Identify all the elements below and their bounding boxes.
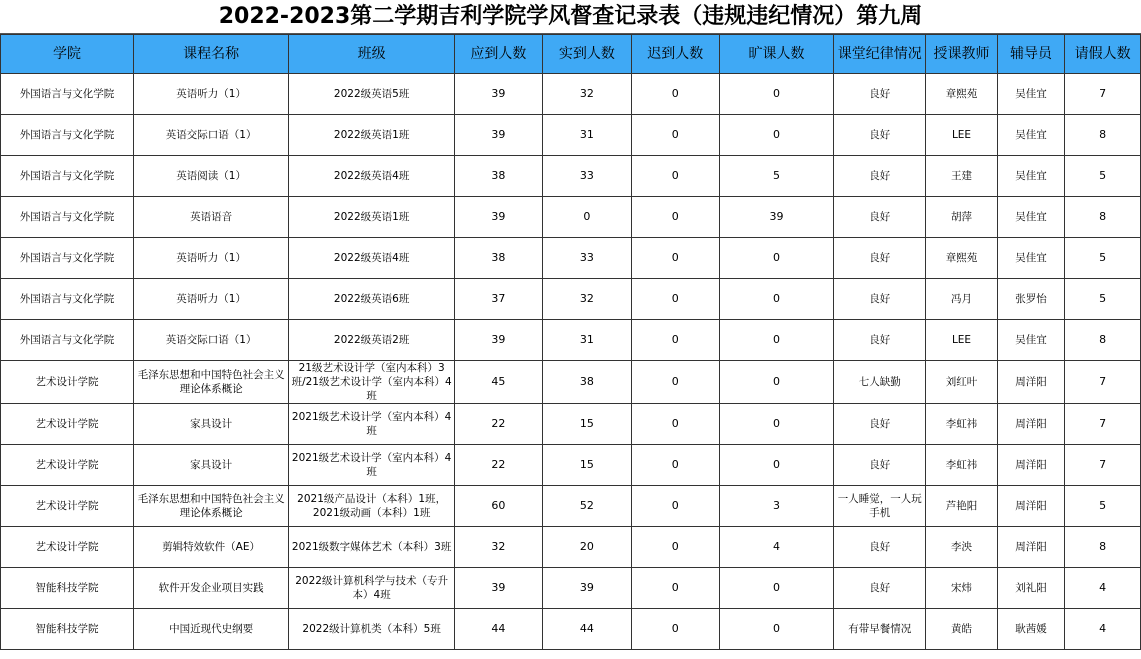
table-body [1,74,1141,650]
cell-class: 21级艺术设计学（室内本科）3班/21级艺术设计学（室内本科）4班 [289,361,455,404]
cell-teacher: 刘红叶 [926,361,998,404]
cell-college: 外国语言与文化学院 [1,238,134,279]
cell-class: 2022级英语1班 [289,115,455,156]
column-header-class: 班级 [289,35,455,74]
column-header-absent-count: 旷课人数 [719,35,834,74]
cell-counselor: 吴佳宜 [997,238,1064,279]
cell-college: 艺术设计学院 [1,445,134,486]
column-header-actual-count: 实到人数 [542,35,631,74]
cell-teacher: 李虹祎 [926,445,998,486]
cell-discipline: 良好 [834,279,926,320]
cell-discipline: 良好 [834,404,926,445]
cell-expected-count: 22 [454,445,542,486]
cell-teacher: 王建 [926,156,998,197]
cell-expected-count: 60 [454,486,542,527]
cell-late-count: 0 [631,527,719,568]
cell-late-count: 0 [631,445,719,486]
cell-discipline: 良好 [834,115,926,156]
column-header-leave-count: 请假人数 [1065,35,1141,74]
cell-college: 艺术设计学院 [1,404,134,445]
cell-class: 2021级产品设计（本科）1班，2021级动画（本科）1班 [289,486,455,527]
cell-counselor: 刘礼阳 [997,568,1064,609]
header-row [1,35,1141,74]
cell-absent-count: 0 [719,279,834,320]
cell-actual-count: 52 [542,486,631,527]
cell-class: 2022级英语4班 [289,156,455,197]
cell-teacher: 冯月 [926,279,998,320]
cell-actual-count: 38 [542,361,631,404]
table-row [1,445,1141,486]
cell-leave-count: 5 [1065,486,1141,527]
cell-counselor: 吴佳宜 [997,320,1064,361]
cell-counselor: 周洋阳 [997,361,1064,404]
column-header-college: 学院 [1,35,134,74]
cell-teacher: 黄皓 [926,609,998,650]
table-row [1,404,1141,445]
cell-course-name: 英语听力（1） [133,279,288,320]
cell-expected-count: 39 [454,568,542,609]
cell-counselor: 周洋阳 [997,486,1064,527]
cell-absent-count: 0 [719,115,834,156]
cell-college: 智能科技学院 [1,568,134,609]
cell-late-count: 0 [631,197,719,238]
table-row [1,238,1141,279]
table-row [1,156,1141,197]
cell-actual-count: 20 [542,527,631,568]
cell-counselor: 张罗怡 [997,279,1064,320]
cell-actual-count: 32 [542,74,631,115]
cell-class: 2022级计算机类（本科）5班 [289,609,455,650]
cell-late-count: 0 [631,156,719,197]
cell-course-name: 软件开发企业项目实践 [133,568,288,609]
cell-expected-count: 38 [454,156,542,197]
cell-actual-count: 33 [542,156,631,197]
table-row [1,486,1141,527]
cell-leave-count: 7 [1065,361,1141,404]
cell-leave-count: 5 [1065,156,1141,197]
cell-teacher: 李泱 [926,527,998,568]
table-row [1,197,1141,238]
cell-leave-count: 7 [1065,445,1141,486]
cell-teacher: 章熙苑 [926,74,998,115]
cell-counselor: 周洋阳 [997,527,1064,568]
cell-late-count: 0 [631,404,719,445]
cell-actual-count: 32 [542,279,631,320]
cell-leave-count: 5 [1065,238,1141,279]
cell-college: 艺术设计学院 [1,486,134,527]
cell-discipline: 一人睡觉，一人玩手机 [834,486,926,527]
table-row [1,74,1141,115]
cell-late-count: 0 [631,361,719,404]
cell-discipline: 七人缺勤 [834,361,926,404]
cell-college: 外国语言与文化学院 [1,74,134,115]
cell-class: 2021级艺术设计学（室内本科）4班 [289,404,455,445]
cell-absent-count: 0 [719,404,834,445]
column-header-counselor: 辅导员 [997,35,1064,74]
cell-expected-count: 39 [454,74,542,115]
cell-counselor: 吴佳宜 [997,197,1064,238]
cell-college: 艺术设计学院 [1,527,134,568]
cell-absent-count: 0 [719,568,834,609]
cell-leave-count: 4 [1065,568,1141,609]
column-header-discipline: 课堂纪律情况 [834,35,926,74]
cell-college: 外国语言与文化学院 [1,115,134,156]
cell-leave-count: 8 [1065,320,1141,361]
cell-expected-count: 39 [454,197,542,238]
cell-course-name: 英语语音 [133,197,288,238]
column-header-teacher: 授课教师 [926,35,998,74]
cell-course-name: 英语听力（1） [133,238,288,279]
cell-teacher: 芦艳阳 [926,486,998,527]
cell-teacher: 李虹祎 [926,404,998,445]
cell-college: 外国语言与文化学院 [1,279,134,320]
cell-expected-count: 45 [454,361,542,404]
cell-absent-count: 0 [719,238,834,279]
cell-absent-count: 0 [719,361,834,404]
cell-discipline: 良好 [834,527,926,568]
cell-late-count: 0 [631,279,719,320]
table-row [1,361,1141,404]
cell-late-count: 0 [631,74,719,115]
cell-expected-count: 39 [454,320,542,361]
cell-actual-count: 15 [542,445,631,486]
cell-leave-count: 8 [1065,115,1141,156]
cell-actual-count: 15 [542,404,631,445]
cell-absent-count: 4 [719,527,834,568]
cell-discipline: 良好 [834,197,926,238]
cell-late-count: 0 [631,320,719,361]
cell-course-name: 中国近现代史纲要 [133,609,288,650]
cell-course-name: 英语阅读（1） [133,156,288,197]
cell-discipline: 良好 [834,445,926,486]
cell-leave-count: 7 [1065,74,1141,115]
cell-absent-count: 0 [719,445,834,486]
cell-actual-count: 39 [542,568,631,609]
cell-actual-count: 31 [542,115,631,156]
cell-actual-count: 33 [542,238,631,279]
cell-leave-count: 8 [1065,197,1141,238]
cell-expected-count: 37 [454,279,542,320]
cell-discipline: 良好 [834,320,926,361]
cell-class: 2022级英语4班 [289,238,455,279]
cell-absent-count: 0 [719,320,834,361]
cell-absent-count: 0 [719,609,834,650]
cell-actual-count: 31 [542,320,631,361]
cell-late-count: 0 [631,568,719,609]
cell-late-count: 0 [631,486,719,527]
cell-leave-count: 7 [1065,404,1141,445]
table-row [1,320,1141,361]
cell-leave-count: 5 [1065,279,1141,320]
column-header-course-name: 课程名称 [133,35,288,74]
cell-expected-count: 22 [454,404,542,445]
cell-counselor: 周洋阳 [997,404,1064,445]
cell-course-name: 英语交际口语（1） [133,320,288,361]
cell-class: 2021级数字媒体艺术（本科）3班 [289,527,455,568]
cell-expected-count: 44 [454,609,542,650]
cell-college: 智能科技学院 [1,609,134,650]
cell-college: 外国语言与文化学院 [1,197,134,238]
cell-class: 2022级英语5班 [289,74,455,115]
cell-teacher: 章熙苑 [926,238,998,279]
cell-leave-count: 4 [1065,609,1141,650]
cell-discipline: 良好 [834,568,926,609]
cell-absent-count: 39 [719,197,834,238]
cell-expected-count: 38 [454,238,542,279]
cell-discipline: 良好 [834,156,926,197]
table-row [1,609,1141,650]
sheet-title: 2022-2023第二学期吉利学院学风督查记录表（违规违纪情况）第九周 [0,0,1141,34]
cell-class: 2022级英语1班 [289,197,455,238]
cell-late-count: 0 [631,609,719,650]
column-header-late-count: 迟到人数 [631,35,719,74]
cell-counselor: 耿茜媛 [997,609,1064,650]
cell-teacher: LEE [926,320,998,361]
cell-college: 外国语言与文化学院 [1,156,134,197]
cell-absent-count: 0 [719,74,834,115]
cell-class: 2022级计算机科学与技术（专升本）4班 [289,568,455,609]
cell-late-count: 0 [631,238,719,279]
cell-discipline: 良好 [834,238,926,279]
cell-actual-count: 44 [542,609,631,650]
cell-expected-count: 32 [454,527,542,568]
cell-class: 2021级艺术设计学（室内本科）4班 [289,445,455,486]
cell-course-name: 毛泽东思想和中国特色社会主义理论体系概论 [133,486,288,527]
cell-teacher: 胡萍 [926,197,998,238]
cell-college: 外国语言与文化学院 [1,320,134,361]
table-row [1,527,1141,568]
cell-absent-count: 3 [719,486,834,527]
cell-course-name: 英语交际口语（1） [133,115,288,156]
cell-college: 艺术设计学院 [1,361,134,404]
cell-counselor: 吴佳宜 [997,115,1064,156]
cell-course-name: 剪辑特效软件（AE） [133,527,288,568]
cell-discipline: 良好 [834,74,926,115]
column-header-expected-count: 应到人数 [454,35,542,74]
cell-leave-count: 8 [1065,527,1141,568]
cell-course-name: 家具设计 [133,445,288,486]
cell-teacher: 宋炜 [926,568,998,609]
cell-expected-count: 39 [454,115,542,156]
cell-counselor: 吴佳宜 [997,74,1064,115]
cell-actual-count: 0 [542,197,631,238]
cell-absent-count: 5 [719,156,834,197]
cell-counselor: 吴佳宜 [997,156,1064,197]
table-row [1,115,1141,156]
cell-teacher: LEE [926,115,998,156]
cell-course-name: 家具设计 [133,404,288,445]
cell-discipline: 有带早餐情况 [834,609,926,650]
cell-class: 2022级英语6班 [289,279,455,320]
cell-late-count: 0 [631,115,719,156]
table-row [1,568,1141,609]
cell-counselor: 周洋阳 [997,445,1064,486]
table-row [1,279,1141,320]
cell-class: 2022级英语2班 [289,320,455,361]
record-table [0,34,1141,650]
cell-course-name: 英语听力（1） [133,74,288,115]
cell-course-name: 毛泽东思想和中国特色社会主义理论体系概论 [133,361,288,404]
